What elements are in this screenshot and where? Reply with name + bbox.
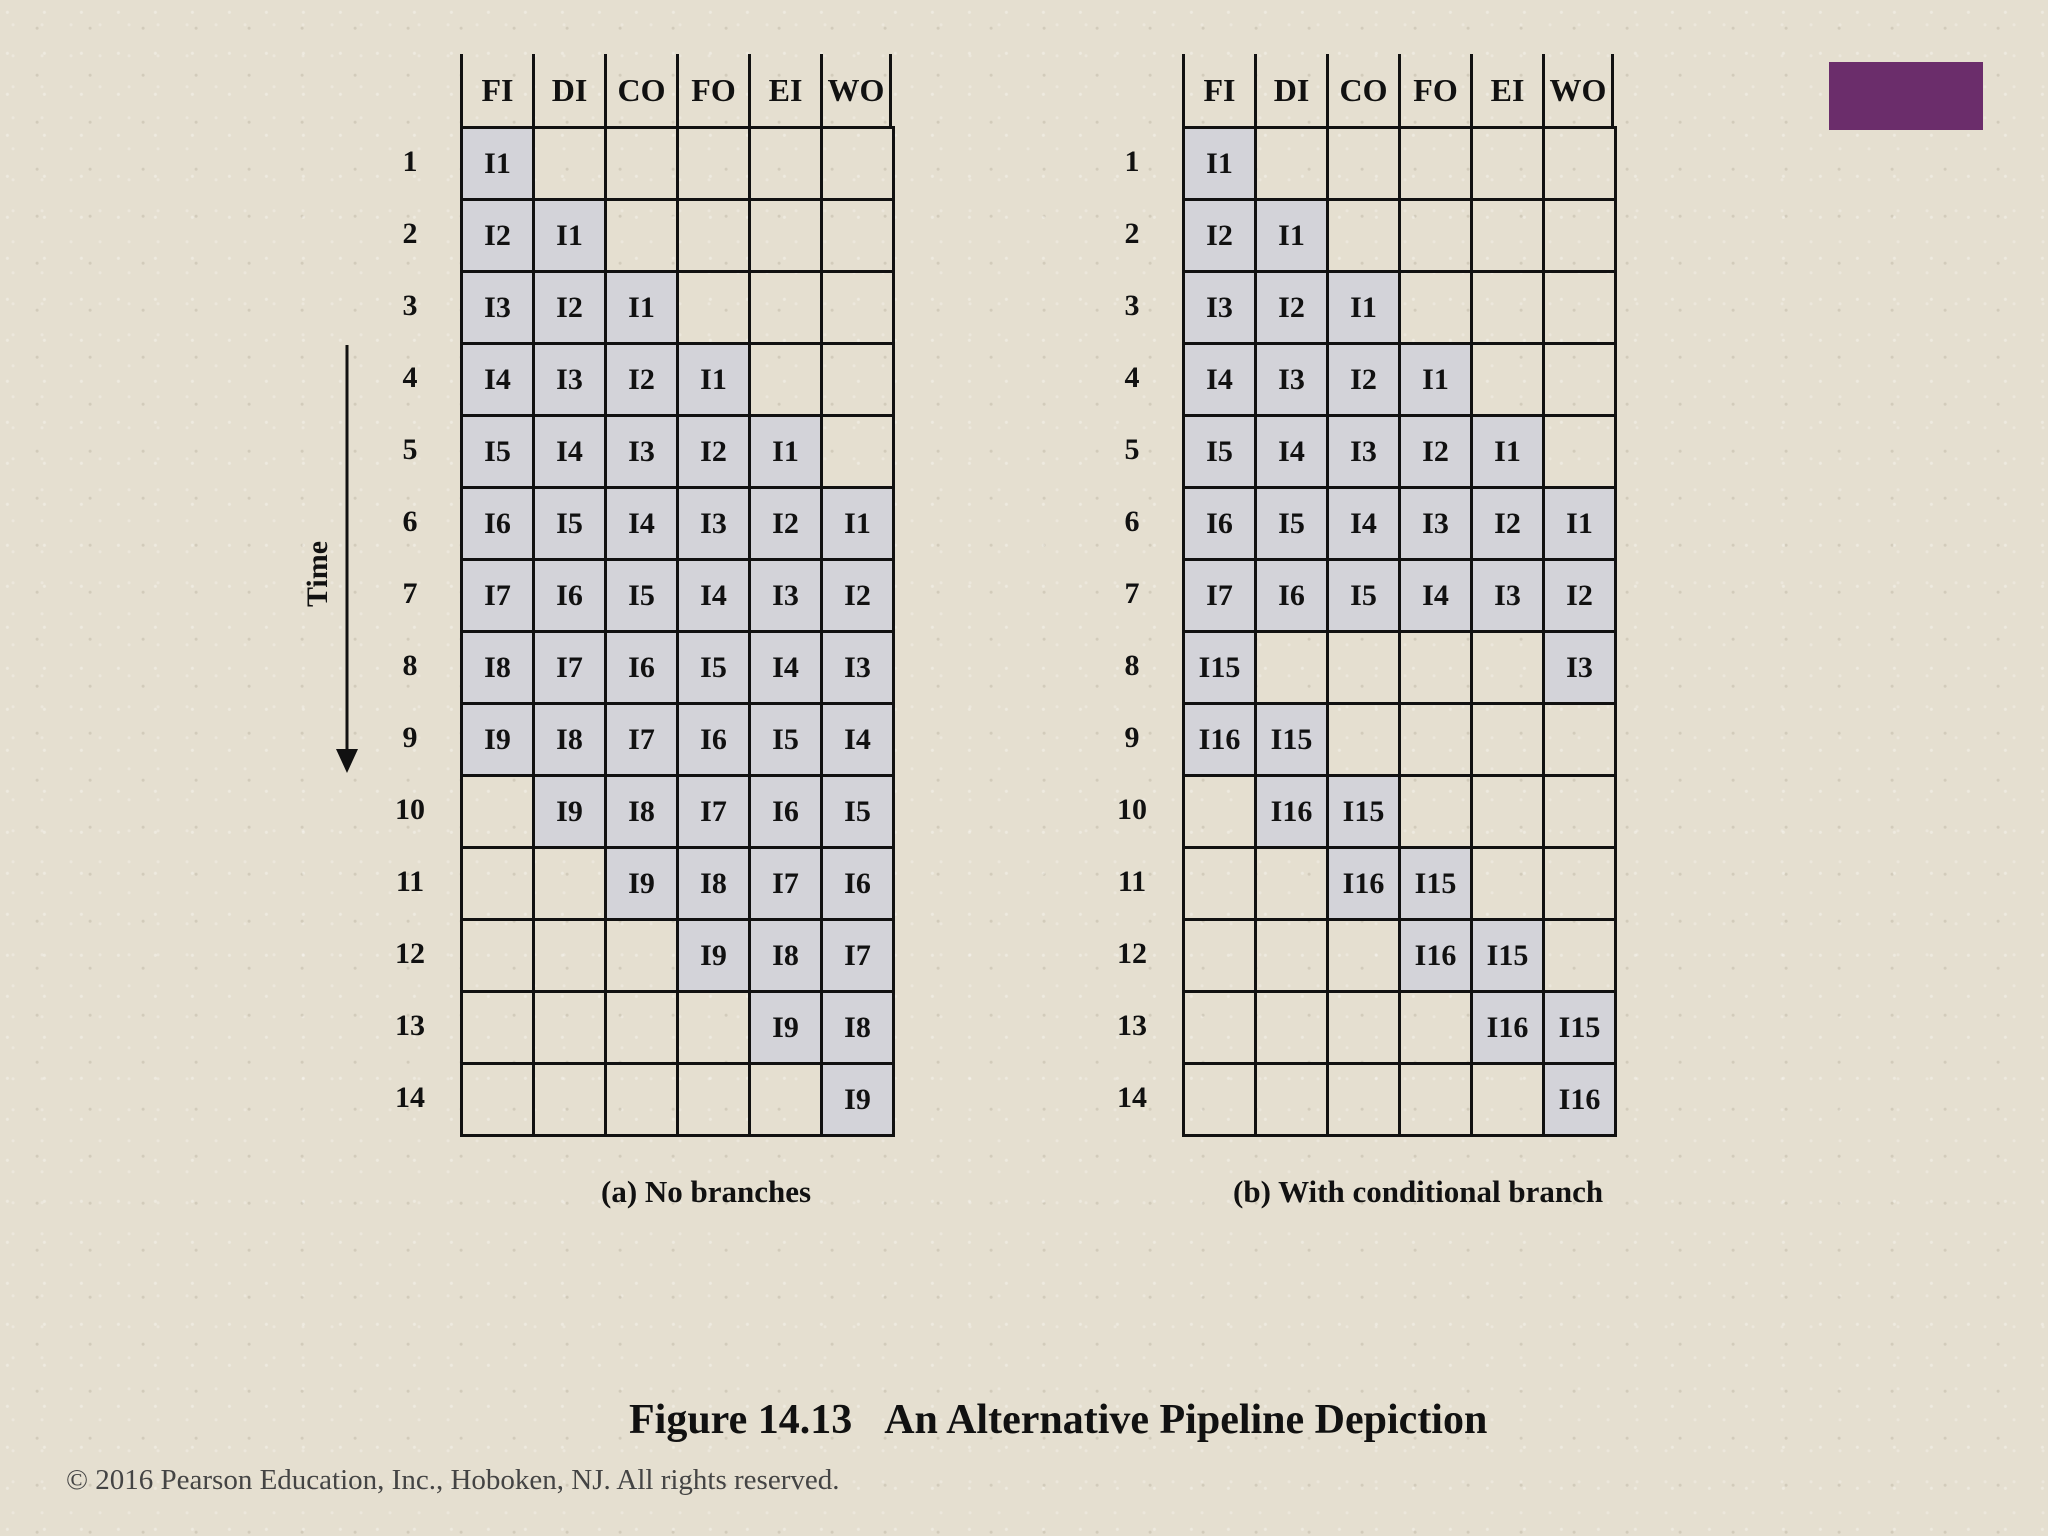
pipeline-cell-instruction: I16 [1401, 921, 1473, 993]
pipeline-cell-empty [1545, 129, 1617, 201]
column-header-wo: WO [1542, 54, 1614, 126]
column-header-wo: WO [820, 54, 892, 126]
pipeline-cell-empty [463, 1065, 535, 1137]
pipeline-cell-instruction: I2 [1185, 201, 1257, 273]
pipeline-cell-instruction: I3 [1329, 417, 1401, 489]
pipeline-cell-empty [1401, 273, 1473, 345]
pipeline-cell-empty [1545, 345, 1617, 417]
pipeline-cell-empty [535, 1065, 607, 1137]
pipeline-cell-instruction: I15 [1329, 777, 1401, 849]
pipeline-cell-empty [1473, 705, 1545, 777]
column-header-fi: FI [460, 54, 532, 126]
pipeline-cell-instruction: I2 [1545, 561, 1617, 633]
pipeline-cell-instruction: I5 [679, 633, 751, 705]
pipeline-cell-empty [1473, 633, 1545, 705]
pipeline-cell-instruction: I3 [1401, 489, 1473, 561]
pipeline-cell-empty [1329, 633, 1401, 705]
time-step-label: 1 [1124, 145, 1140, 178]
pipeline-cell-instruction: I4 [535, 417, 607, 489]
pipeline-cell-instruction: I9 [607, 849, 679, 921]
pipeline-cell-empty [535, 993, 607, 1065]
pipeline-cell-empty [1473, 1065, 1545, 1137]
pipeline-cell-empty [679, 1065, 751, 1137]
column-header-co: CO [1326, 54, 1398, 126]
pipeline-cell-empty [1545, 849, 1617, 921]
pipeline-cell-instruction: I5 [823, 777, 895, 849]
time-step-label: 14 [395, 1081, 425, 1114]
pipeline-cell-instruction: I5 [751, 705, 823, 777]
pipeline-cell-instruction: I16 [1473, 993, 1545, 1065]
time-step-label: 4 [1124, 361, 1140, 394]
pipeline-cell-instruction: I5 [535, 489, 607, 561]
pipeline-cell-instruction: I3 [1185, 273, 1257, 345]
pipeline-cell-instruction: I6 [463, 489, 535, 561]
time-step-label: 5 [1124, 433, 1140, 466]
pipeline-cell-empty [607, 921, 679, 993]
time-step-label: 13 [395, 1009, 425, 1042]
pipeline-cell-empty [607, 1065, 679, 1137]
pipeline-grid [460, 126, 895, 1137]
pipeline-cell-empty [1329, 129, 1401, 201]
column-header-fi: FI [1182, 54, 1254, 126]
pipeline-cell-instruction: I6 [1257, 561, 1329, 633]
time-step-label: 11 [1117, 865, 1147, 898]
pipeline-cell-instruction: I2 [751, 489, 823, 561]
pipeline-cell-empty [1329, 201, 1401, 273]
pipeline-cell-instruction: I2 [1473, 489, 1545, 561]
pipeline-cell-instruction: I1 [463, 129, 535, 201]
pipeline-cell-empty [1329, 705, 1401, 777]
pipeline-cell-empty [1545, 201, 1617, 273]
pipeline-cell-instruction: I7 [1185, 561, 1257, 633]
pipeline-cell-empty [751, 129, 823, 201]
pipeline-cell-instruction: I1 [679, 345, 751, 417]
pipeline-cell-empty [1545, 273, 1617, 345]
pipeline-cell-empty [1257, 921, 1329, 993]
pipeline-cell-instruction: I6 [823, 849, 895, 921]
column-header-di: DI [532, 54, 604, 126]
pipeline-cell-instruction: I7 [679, 777, 751, 849]
pipeline-cell-empty [1329, 921, 1401, 993]
pipeline-cell-instruction: I4 [607, 489, 679, 561]
time-step-label: 3 [1124, 289, 1140, 322]
time-step-label: 6 [402, 505, 418, 538]
pipeline-cell-instruction: I8 [751, 921, 823, 993]
pipeline-cell-instruction: I2 [535, 273, 607, 345]
pipeline-cell-instruction: I8 [463, 633, 535, 705]
pipeline-cell-instruction: I3 [1473, 561, 1545, 633]
time-step-label: 14 [1117, 1081, 1147, 1114]
pipeline-cell-empty [1401, 201, 1473, 273]
pipeline-cell-empty [463, 849, 535, 921]
pipeline-cell-empty [679, 129, 751, 201]
pipeline-cell-empty [1257, 129, 1329, 201]
pipeline-cell-empty [463, 777, 535, 849]
pipeline-cell-empty [679, 201, 751, 273]
pipeline-cell-instruction: I5 [1185, 417, 1257, 489]
pipeline-cell-empty [1545, 417, 1617, 489]
pipeline-cell-empty [1473, 849, 1545, 921]
column-headers [460, 54, 892, 126]
pipeline-cell-empty [463, 993, 535, 1065]
pipeline-cell-instruction: I2 [607, 345, 679, 417]
pipeline-cell-empty [1473, 201, 1545, 273]
time-step-label: 5 [402, 433, 418, 466]
pipeline-cell-instruction: I16 [1329, 849, 1401, 921]
pipeline-cell-empty [1257, 849, 1329, 921]
pipeline-cell-empty [1545, 921, 1617, 993]
caption-conditional-branch: (b) With conditional branch [1233, 1174, 1604, 1209]
pipeline-cell-empty [1401, 1065, 1473, 1137]
pipeline-cell-instruction: I16 [1257, 777, 1329, 849]
column-header-fo: FO [1398, 54, 1470, 126]
pipeline-cell-instruction: I3 [607, 417, 679, 489]
time-step-label: 4 [402, 361, 418, 394]
figure-caption-title: An Alternative Pipeline Depiction [884, 1397, 1488, 1443]
pipeline-cell-instruction: I2 [1257, 273, 1329, 345]
pipeline-cell-instruction: I15 [1257, 705, 1329, 777]
pipeline-cell-instruction: I4 [1185, 345, 1257, 417]
figure-title [629, 1396, 1487, 1444]
pipeline-cell-instruction: I6 [1185, 489, 1257, 561]
time-step-label: 13 [1117, 1009, 1147, 1042]
pipeline-cell-empty [823, 201, 895, 273]
figure-number: Figure 14.13 [629, 1397, 853, 1443]
pipeline-cell-empty [1257, 1065, 1329, 1137]
pipeline-cell-empty [823, 345, 895, 417]
pipeline-cell-instruction: I4 [1401, 561, 1473, 633]
pipeline-cell-instruction: I1 [823, 489, 895, 561]
pipeline-cell-empty [751, 201, 823, 273]
pipeline-cell-empty [1329, 993, 1401, 1065]
pipeline-cell-instruction: I15 [1545, 993, 1617, 1065]
pipeline-cell-empty [1401, 633, 1473, 705]
pipeline-cell-empty [535, 129, 607, 201]
pipeline-cell-instruction: I9 [751, 993, 823, 1065]
pipeline-cell-instruction: I7 [607, 705, 679, 777]
pipeline-cell-instruction: I1 [1545, 489, 1617, 561]
time-step-label: 1 [402, 145, 418, 178]
pipeline-cell-instruction: I1 [1257, 201, 1329, 273]
pipeline-cell-empty [823, 417, 895, 489]
time-step-label: 10 [395, 793, 425, 826]
pipeline-cell-instruction: I2 [679, 417, 751, 489]
pipeline-cell-instruction: I8 [679, 849, 751, 921]
pipeline-cell-empty [1473, 129, 1545, 201]
pipeline-cell-empty [751, 345, 823, 417]
pipeline-cell-instruction: I1 [607, 273, 679, 345]
pipeline-cell-instruction: I1 [1473, 417, 1545, 489]
time-step-label: 3 [402, 289, 418, 322]
time-step-label: 2 [402, 217, 418, 250]
time-step-label: 11 [395, 865, 425, 898]
pipeline-cell-instruction: I9 [823, 1065, 895, 1137]
column-header-fo: FO [676, 54, 748, 126]
time-step-label: 7 [402, 577, 418, 610]
pipeline-cell-empty [1401, 129, 1473, 201]
pipeline-cell-instruction: I6 [607, 633, 679, 705]
pipeline-cell-empty [1401, 993, 1473, 1065]
time-step-label: 12 [1117, 937, 1147, 970]
pipeline-cell-empty [751, 273, 823, 345]
pipeline-cell-empty [1473, 777, 1545, 849]
pipeline-cell-instruction: I8 [823, 993, 895, 1065]
time-step-label: 7 [1124, 577, 1140, 610]
pipeline-cell-instruction: I3 [679, 489, 751, 561]
pipeline-cell-instruction: I9 [535, 777, 607, 849]
accent-bar [1829, 62, 1983, 130]
pipeline-cell-empty [1401, 777, 1473, 849]
pipeline-cell-instruction: I3 [823, 633, 895, 705]
time-step-label: 9 [1124, 721, 1140, 754]
pipeline-cell-empty [607, 129, 679, 201]
pipeline-cell-empty [1473, 345, 1545, 417]
pipeline-cell-empty [1185, 777, 1257, 849]
pipeline-cell-empty [607, 201, 679, 273]
pipeline-cell-empty [751, 1065, 823, 1137]
time-step-label: 6 [1124, 505, 1140, 538]
pipeline-cell-instruction: I5 [463, 417, 535, 489]
pipeline-cell-instruction: I1 [1329, 273, 1401, 345]
pipeline-cell-instruction: I6 [751, 777, 823, 849]
pipeline-cell-instruction: I4 [751, 633, 823, 705]
pipeline-cell-instruction: I2 [1401, 417, 1473, 489]
pipeline-grid [1182, 126, 1617, 1137]
pipeline-cell-instruction: I4 [823, 705, 895, 777]
pipeline-cell-instruction: I2 [823, 561, 895, 633]
pipeline-cell-instruction: I8 [607, 777, 679, 849]
pipeline-cell-empty [679, 993, 751, 1065]
pipeline-cell-instruction: I3 [535, 345, 607, 417]
pipeline-cell-instruction: I9 [679, 921, 751, 993]
time-step-label: 12 [395, 937, 425, 970]
pipeline-cell-empty [823, 129, 895, 201]
column-headers [1182, 54, 1614, 126]
row-labels [392, 126, 428, 1134]
column-header-co: CO [604, 54, 676, 126]
pipeline-cell-instruction: I3 [751, 561, 823, 633]
pipeline-cell-empty [1185, 993, 1257, 1065]
row-labels [1114, 126, 1150, 1134]
pipeline-cell-instruction: I2 [1329, 345, 1401, 417]
pipeline-cell-empty [535, 849, 607, 921]
pipeline-cell-empty [823, 273, 895, 345]
pipeline-cell-empty [1257, 633, 1329, 705]
time-step-label: 8 [402, 649, 418, 682]
pipeline-cell-empty [679, 273, 751, 345]
pipeline-cell-instruction: I4 [1329, 489, 1401, 561]
pipeline-cell-empty [1257, 993, 1329, 1065]
pipeline-cell-instruction: I9 [463, 705, 535, 777]
pipeline-cell-instruction: I16 [1185, 705, 1257, 777]
time-step-label: 8 [1124, 649, 1140, 682]
pipeline-cell-instruction: I7 [463, 561, 535, 633]
pipeline-cell-instruction: I3 [1545, 633, 1617, 705]
pipeline-cell-instruction: I4 [1257, 417, 1329, 489]
pipeline-cell-empty [1545, 777, 1617, 849]
pipeline-cell-instruction: I1 [751, 417, 823, 489]
pipeline-cell-empty [1401, 705, 1473, 777]
pipeline-cell-instruction: I5 [1329, 561, 1401, 633]
pipeline-cell-instruction: I7 [751, 849, 823, 921]
pipeline-cell-instruction: I8 [535, 705, 607, 777]
pipeline-cell-empty [1473, 273, 1545, 345]
column-header-di: DI [1254, 54, 1326, 126]
pipeline-cell-instruction: I15 [1401, 849, 1473, 921]
pipeline-cell-instruction: I15 [1473, 921, 1545, 993]
pipeline-cell-instruction: I1 [535, 201, 607, 273]
pipeline-cell-instruction: I5 [1257, 489, 1329, 561]
pipeline-cell-empty [1185, 849, 1257, 921]
pipeline-cell-empty [607, 993, 679, 1065]
pipeline-cell-empty [463, 921, 535, 993]
column-header-ei: EI [1470, 54, 1542, 126]
pipeline-cell-instruction: I3 [463, 273, 535, 345]
time-step-label: 2 [1124, 217, 1140, 250]
pipeline-cell-instruction: I4 [463, 345, 535, 417]
pipeline-cell-empty [1185, 921, 1257, 993]
time-axis-label: Time [301, 540, 334, 608]
time-step-label: 9 [402, 721, 418, 754]
pipeline-cell-instruction: I1 [1185, 129, 1257, 201]
pipeline-cell-empty [1545, 705, 1617, 777]
caption-no-branches: (a) No branches [601, 1174, 812, 1209]
pipeline-cell-instruction: I3 [1257, 345, 1329, 417]
pipeline-cell-instruction: I4 [679, 561, 751, 633]
pipeline-cell-instruction: I1 [1401, 345, 1473, 417]
pipeline-cell-instruction: I16 [1545, 1065, 1617, 1137]
pipeline-cell-instruction: I5 [607, 561, 679, 633]
pipeline-cell-instruction: I15 [1185, 633, 1257, 705]
pipeline-cell-empty [1185, 1065, 1257, 1137]
pipeline-cell-instruction: I6 [535, 561, 607, 633]
pipeline-cell-empty [1329, 1065, 1401, 1137]
pipeline-cell-empty [535, 921, 607, 993]
time-step-label: 10 [1117, 793, 1147, 826]
copyright-notice: © 2016 Pearson Education, Inc., Hoboken, NJ. All rights reserved. [66, 1464, 840, 1496]
pipeline-cell-instruction: I6 [679, 705, 751, 777]
column-header-ei: EI [748, 54, 820, 126]
pipeline-cell-instruction: I7 [535, 633, 607, 705]
pipeline-cell-instruction: I2 [463, 201, 535, 273]
pipeline-cell-instruction: I7 [823, 921, 895, 993]
